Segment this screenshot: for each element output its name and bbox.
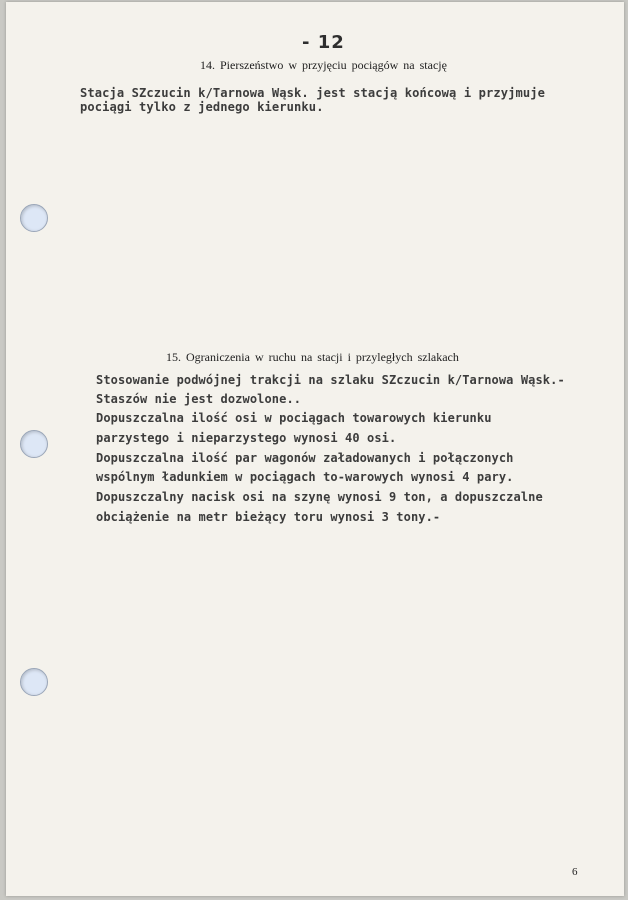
section-15-line: Dopuszczalna ilość osi w pociągach towarowych kierunku: [96, 411, 492, 425]
section-15-line: Stosowanie podwójnej trakcji na szlaku SZczucin k/Tarnowa Wąsk.-: [96, 373, 565, 387]
section-14-line: Stacja SZczucin k/Tarnowa Wąsk. jest stacją końcową i przyjmuje: [80, 86, 546, 100]
section-14-line: pociągi tylko z jednego kierunku.: [80, 100, 324, 114]
section-15-line: Dopuszczalny nacisk osi na szynę wynosi 9 ton, a dopuszczalne: [96, 490, 543, 504]
section-15-line: wspólnym ładunkiem w pociągach to-warowych wynosi 4 pary.: [96, 470, 514, 484]
section-14-heading: 14. Pierszeństwo w przyjęciu pociągów na stację: [200, 58, 447, 72]
section-15-line: parzystego i nieparzystego wynosi 40 osi.: [96, 431, 397, 445]
document-page: [6, 2, 624, 896]
punch-hole: [20, 204, 48, 232]
section-15-heading: 15. Ograniczenia w ruchu na stacji i przyległych szlakach: [166, 350, 459, 364]
section-15-line: Staszów nie jest dozwolone..: [96, 392, 302, 406]
section-15-line: obciążenie na metr bieżący toru wynosi 3 tony.-: [96, 510, 441, 524]
punch-hole: [20, 668, 48, 696]
handwritten-page-number: - 12: [302, 32, 345, 53]
section-15-line: Dopuszczalna ilość par wagonów załadowanych i połączonych: [96, 451, 514, 465]
punch-hole: [20, 430, 48, 458]
footer-page-number: 6: [572, 866, 578, 878]
